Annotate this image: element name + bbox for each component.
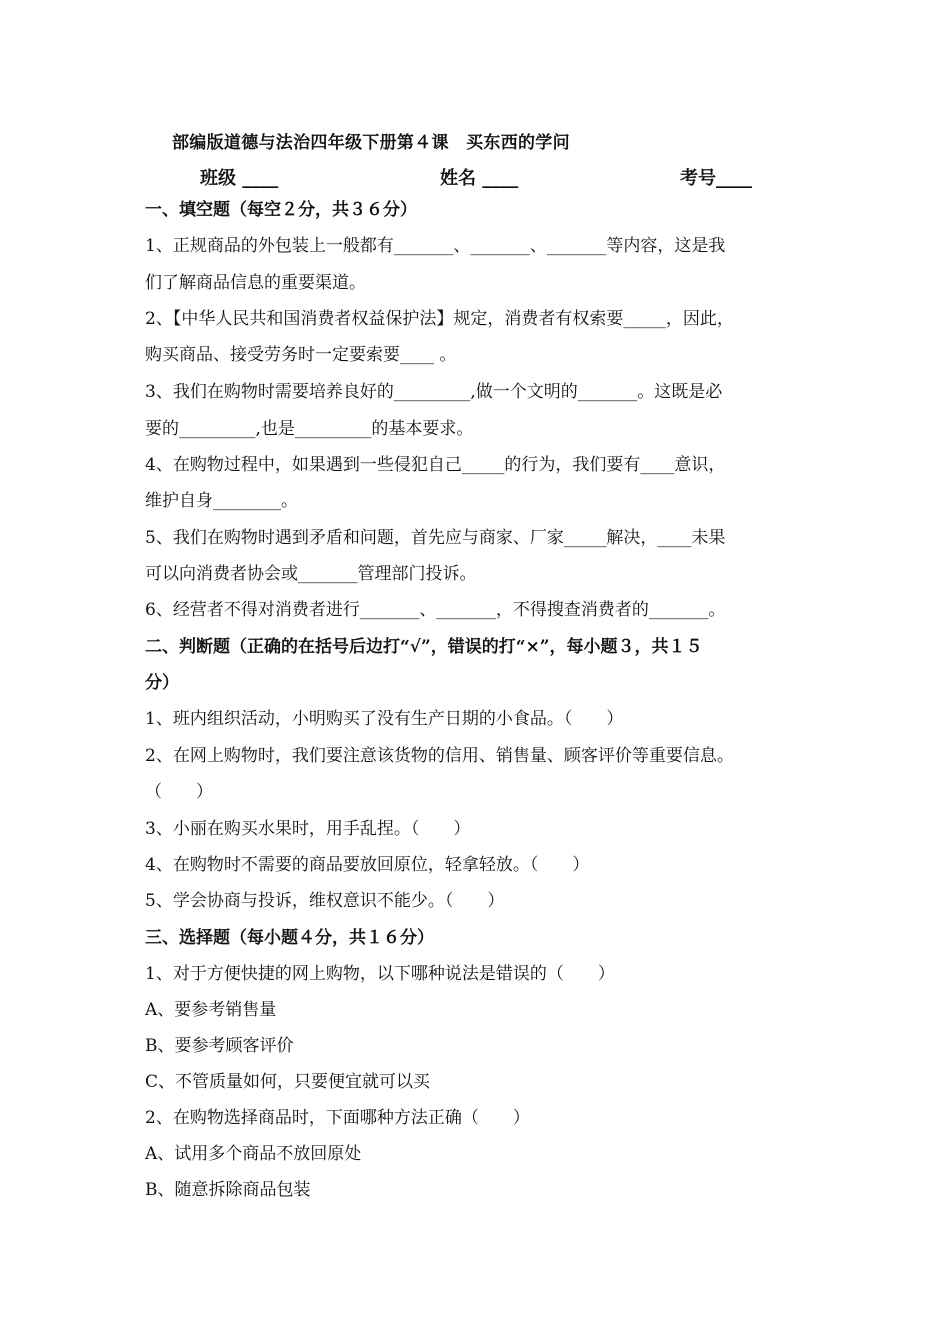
question-line: 6、经营者不得对消费者进行_______、_______，不得搜查消费者的_______。 xyxy=(145,600,726,620)
question-line: A、要参考销售量 xyxy=(145,1000,277,1020)
question-line: 1、正规商品的外包装上一般都有_______、_______、_______等内容，这是我 xyxy=(145,236,726,256)
question-line: 维护自身________。 xyxy=(145,491,298,511)
question-line: 们了解商品信息的重要渠道。 xyxy=(145,273,366,293)
question-line: 5、学会协商与投诉，维权意识不能少。（ ） xyxy=(145,891,505,911)
question-line: 购买商品、接受劳务时一定要索要____ 。 xyxy=(145,345,457,365)
question-line: 4、在购物过程中，如果遇到一些侵犯自己_____的行为，我们要有____意识， xyxy=(145,455,726,475)
question-line: A、试用多个商品不放回原处 xyxy=(145,1144,362,1164)
question-line: B、随意拆除商品包装 xyxy=(145,1180,311,1200)
question-line: B、要参考顾客评价 xyxy=(145,1036,294,1056)
question-line: 3、小丽在购买水果时，用手乱捏。（ ） xyxy=(145,819,471,839)
question-line: 3、我们在购物时需要培养良好的_________,做一个文明的_______。这既是必 xyxy=(145,382,723,402)
question-line: C、不管质量如何，只要便宜就可以买 xyxy=(145,1072,431,1092)
section-heading: 三、选择题（每小题４分，共１６分） xyxy=(145,928,434,948)
question-line: 2、【中华人民共和国消费者权益保护法】规定，消费者有权索要_____，因此， xyxy=(145,309,734,329)
question-line: 1、班内组织活动，小明购买了没有生产日期的小食品。（ ） xyxy=(145,709,624,729)
section-heading: 二、判断题（正确的在括号后边打“√”，错误的打“×”，每小题３，共１５ xyxy=(145,637,703,657)
page-title: 部编版道德与法治四年级下册第４课 买东西的学问 xyxy=(172,133,570,153)
question-line: 可以向消费者协会或_______管理部门投诉。 xyxy=(145,564,477,584)
name-field: 姓名 ____ xyxy=(440,168,519,189)
question-line: 要的_________,也是_________的基本要求。 xyxy=(145,419,474,439)
class-field: 班级 ____ xyxy=(200,168,279,189)
id-field: 考号____ xyxy=(680,168,752,189)
question-line: 5、我们在购物时遇到矛盾和问题，首先应与商家、厂家_____解决，____未果 xyxy=(145,528,726,548)
question-line: 2、在购物选择商品时，下面哪种方法正确（ ） xyxy=(145,1108,530,1128)
question-line: （ ） xyxy=(145,782,213,802)
question-line: 2、在网上购物时，我们要注意该货物的信用、销售量、顾客评价等重要信息。 xyxy=(145,746,734,766)
question-line: 1、对于方便快捷的网上购物，以下哪种说法是错误的（ ） xyxy=(145,964,615,984)
section-heading: 分） xyxy=(145,673,179,693)
question-line: 4、在购物时不需要的商品要放回原位，轻拿轻放。（ ） xyxy=(145,855,590,875)
section-heading: 一、填空题（每空２分，共３６分） xyxy=(145,200,417,220)
